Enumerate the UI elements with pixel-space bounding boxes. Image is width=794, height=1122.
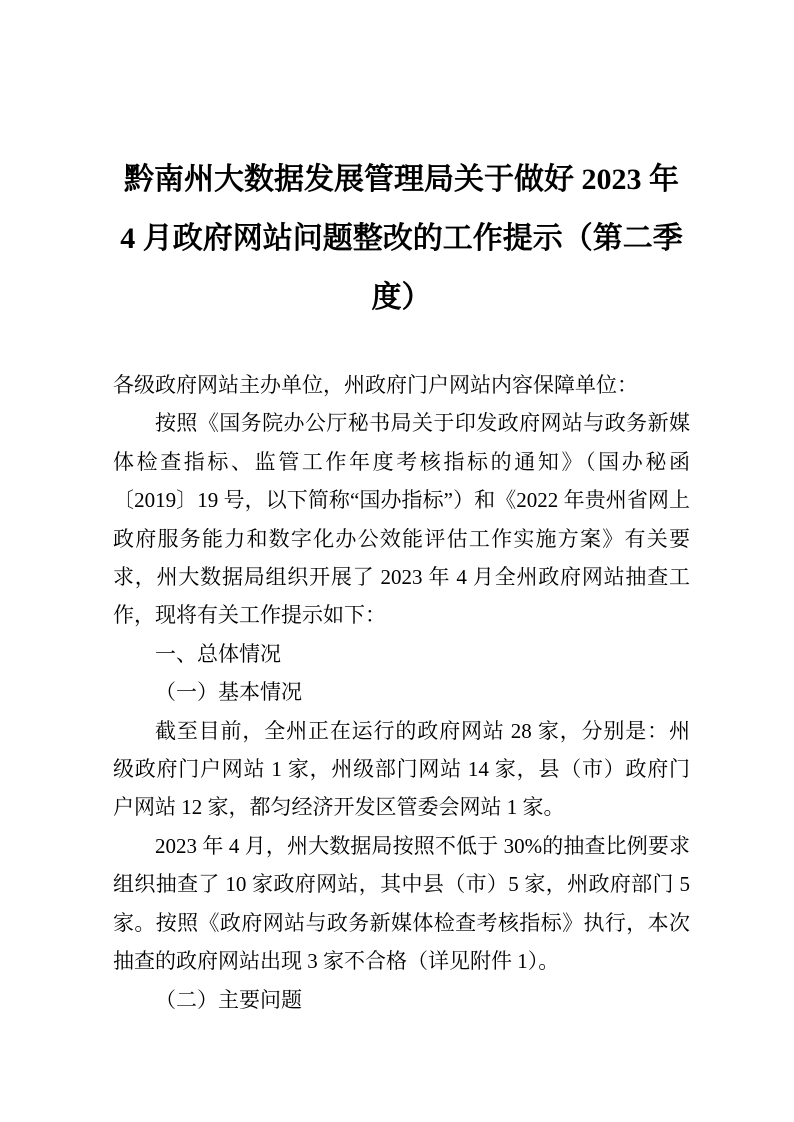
salutation-line: 各级政府网站主办单位，州政府门户网站内容保障单位：	[113, 373, 638, 397]
basic-situation-paragraph: 截至目前，全州正在运行的政府网站 28 家，分别是：州级政府门户网站 1 家，州级部门网站 14 家，县（市）政府门户网站 12 家，都匀经济开发区管委会网站 1 家。	[113, 718, 690, 820]
sampling-result-paragraph: 2023 年 4 月，州大数据局按照不低于 30%的抽查比例要求组织抽查了 10 家政府网站，其中县（市）5 家，州政府部门 5 家。按照《政府网站与政务新媒体检查考核指标》执行，本次抽查的政府网站出现 3 家不合格（详见附件 1）。	[113, 833, 690, 974]
subsection-heading-basic-situation: （一）基本情况	[155, 680, 302, 705]
document-title: 黔南州大数据发展管理局关于做好 2023 年 4 月政府网站问题整改的工作提示（第二季度）	[120, 163, 683, 314]
intro-paragraph: 按照《国务院办公厅秘书局关于印发政府网站与政务新媒体检查指标、监管工作年度考核指标的通知》（国办秘函〔2019〕19 号，以下简称“国办指标”）和《2022 年贵州省网上政府服务能力和数字化办公效能评估工作实施方案》有关要求，州大数据局组织开展了 2023 年 4 月全州政府网站抽查工作，现将有关工作提示如下：	[113, 411, 690, 628]
document-body	[113, 366, 690, 1019]
subsection-heading-main-problems: （二）主要问题	[155, 987, 302, 1012]
section-heading-overall-situation: 一、总体情况	[155, 641, 281, 666]
